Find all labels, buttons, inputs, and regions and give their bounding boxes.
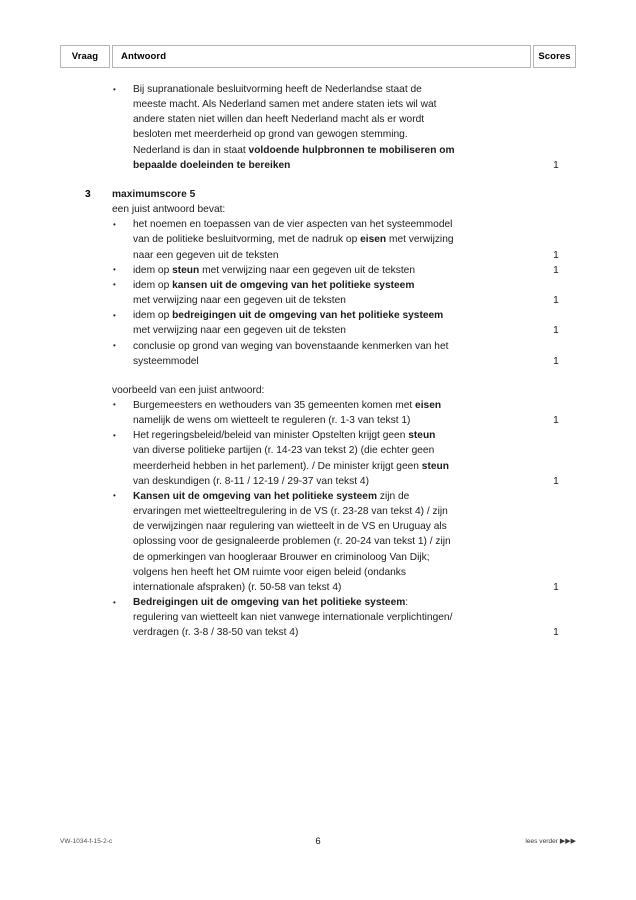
criteria-text: idem op steun met verwijzing naar een gegeven uit de teksten xyxy=(133,264,416,276)
header-label-vraag: Vraag xyxy=(71,51,99,62)
criteria-item xyxy=(60,308,576,338)
header-cell-scores xyxy=(533,45,576,68)
criteria-text: conclusie op grond van weging van bovenstaande kenmerken van het systeemmodel xyxy=(133,340,449,367)
score-value: 1 xyxy=(553,325,559,337)
example-intro: voorbeeld van een juist antwoord: xyxy=(112,384,265,396)
criteria-list xyxy=(60,217,576,369)
example-answer-block xyxy=(60,383,576,641)
question-number: 3 xyxy=(85,188,91,200)
example-item xyxy=(60,428,576,489)
answer-content xyxy=(60,82,576,640)
criteria-item xyxy=(60,263,576,278)
criteria-item xyxy=(60,217,576,262)
score-value: 1 xyxy=(553,415,559,427)
question-3-block xyxy=(60,187,576,217)
maximumscore-label xyxy=(60,187,576,202)
example-text: Het regeringsbeleid/beleid van minister Opstelten krijgt geen steun van diverse politieke partijen (r. 14-23 van tekst 2) (die echter geen meerderheid hebben in het parlement). / De minister krijgt geen steun van deskundigen (r. 8-11 / 12-19 / 29-37 van tekst 4) xyxy=(133,430,449,487)
criteria-text: het noemen en toepassen van de vier aspecten van het systeemmodel van de politieke besluitvorming, met de nadruk op eisen met verwijzing naar een gegeven uit de teksten xyxy=(133,219,454,261)
header-cell-antwoord xyxy=(112,45,531,68)
continue-label: lees verder xyxy=(525,838,558,845)
answer-bullet-continuation xyxy=(60,82,576,173)
example-text: Bedreigingen uit de omgeving van het politieke systeem: regulering van wietteelt kan niet vanwege internationale verplichtingen/ verdragen (r. 3-8 / 38-50 van tekst 4) xyxy=(133,597,453,639)
answer-intro: een juist antwoord bevat: xyxy=(112,204,226,216)
score-value: 1 xyxy=(553,249,559,261)
score-value: 1 xyxy=(553,295,559,307)
answer-table-header xyxy=(60,45,576,68)
document-code: VW-1034-f-15-2-c xyxy=(60,838,113,845)
criteria-text: idem op kansen uit de omgeving van het politieke systeem met verwijzing naar een gegeven uit de teksten xyxy=(133,279,415,307)
score-value: 1 xyxy=(553,355,559,367)
criteria-item xyxy=(60,278,576,308)
maximumscore-text: maximumscore 5 xyxy=(112,188,196,200)
criteria-item xyxy=(60,339,576,369)
triangle-right-icon: ▶▶▶ xyxy=(559,838,576,845)
example-text: Kansen uit de omgeving van het politieke systeem zijn de ervaringen met wietteeltregulering in de VS (r. 23-28 van tekst 4) / zijn de verwijzingen naar regulering van wietteelt in de VS en Uruguay als oplossing voor de gesignaleerde problemen (r. 20-24 van tekst 1) / zijn de opmerkingen van hoogleraar Brouwer en criminoloog Van Dijk; volgens hen heeft het OM ruimte voor eigen beleid (ondanks internationale afspraken) (r. 50-58 van tekst 4) xyxy=(133,490,451,593)
example-item xyxy=(60,489,576,595)
score-value: 1 xyxy=(553,159,559,171)
score-value: 1 xyxy=(553,264,559,276)
score-value: 1 xyxy=(553,581,559,593)
example-text: Burgemeesters en wethouders van 35 gemeenten komen met eisen namelijk de wens om wietteelt te reguleren (r. 1-3 van tekst 1) xyxy=(133,399,442,427)
header-label-scores: Scores xyxy=(538,51,571,62)
header-label-antwoord: Antwoord xyxy=(121,51,167,62)
score-value: 1 xyxy=(553,627,559,639)
example-item xyxy=(60,595,576,640)
page-number: 6 xyxy=(315,836,321,847)
continue-marker xyxy=(525,837,576,845)
continuation-answer-row xyxy=(60,82,576,173)
criteria-text: idem op bedreigingen uit de omgeving van het politieke systeem met verwijzing naar een gegeven uit de teksten xyxy=(133,310,444,337)
header-cell-vraag xyxy=(60,45,110,68)
score-value: 1 xyxy=(553,475,559,487)
answer-bullet-text: Bij supranationale besluitvorming heeft de Nederlandse staat de meeste macht. Als Nederland samen met andere staten iets wil wat andere staten niet willen dan heeft Nederland macht als er wordt besloten met meerderheid op grond van gewogen stemming. Nederland is dan in staat voldoende hulpbronnen te mobiliseren om bepaalde doeleinden te bereiken xyxy=(133,84,455,171)
example-item xyxy=(60,398,576,428)
page-footer xyxy=(60,836,576,850)
